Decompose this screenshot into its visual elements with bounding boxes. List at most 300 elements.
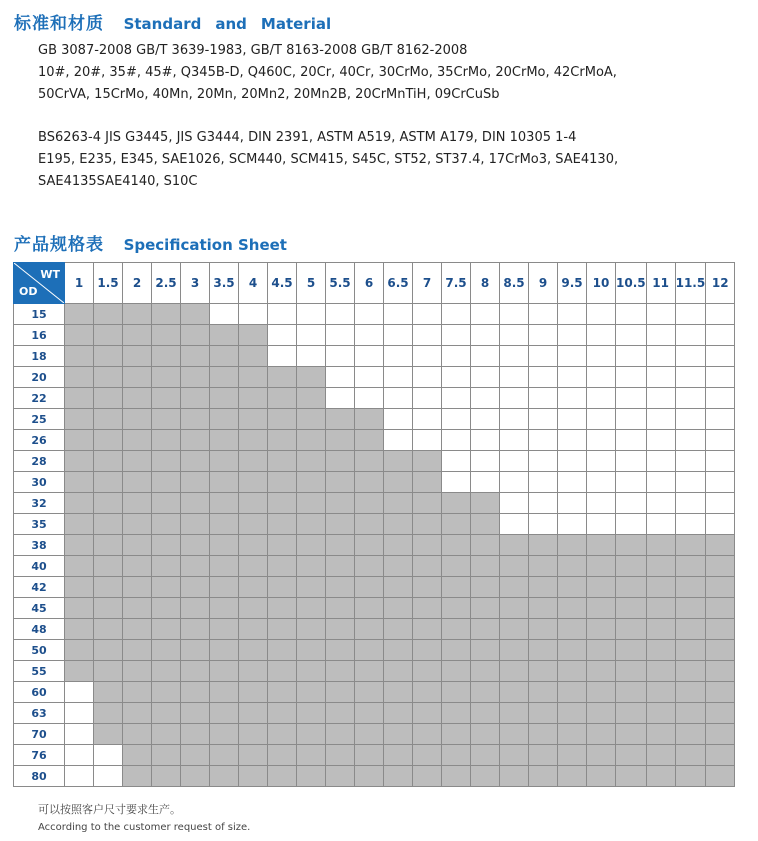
available-cell bbox=[587, 682, 616, 703]
available-cell bbox=[500, 724, 529, 745]
available-cell bbox=[152, 556, 181, 577]
available-cell bbox=[94, 451, 123, 472]
unavailable-cell bbox=[384, 346, 413, 367]
unavailable-cell bbox=[65, 703, 94, 724]
unavailable-cell bbox=[529, 304, 558, 325]
available-cell bbox=[413, 682, 442, 703]
available-cell bbox=[268, 703, 297, 724]
available-cell bbox=[210, 388, 239, 409]
available-cell bbox=[706, 619, 735, 640]
section-title-en bbox=[124, 15, 346, 33]
unavailable-cell bbox=[558, 430, 587, 451]
table-row bbox=[14, 325, 735, 346]
available-cell bbox=[558, 745, 587, 766]
available-cell bbox=[384, 535, 413, 556]
available-cell bbox=[152, 346, 181, 367]
section-heading-specification bbox=[14, 230, 287, 255]
available-cell bbox=[239, 409, 268, 430]
available-cell bbox=[239, 535, 268, 556]
available-cell bbox=[616, 724, 647, 745]
specification-table bbox=[13, 262, 735, 787]
available-cell bbox=[384, 598, 413, 619]
available-cell bbox=[181, 661, 210, 682]
available-cell bbox=[181, 682, 210, 703]
unavailable-cell bbox=[675, 388, 706, 409]
available-cell bbox=[181, 409, 210, 430]
available-cell bbox=[706, 640, 735, 661]
available-cell bbox=[94, 661, 123, 682]
available-cell bbox=[94, 703, 123, 724]
available-cell bbox=[442, 703, 471, 724]
unavailable-cell bbox=[646, 493, 675, 514]
available-cell bbox=[123, 409, 152, 430]
available-cell bbox=[706, 766, 735, 787]
available-cell bbox=[268, 640, 297, 661]
available-cell bbox=[94, 724, 123, 745]
available-cell bbox=[123, 640, 152, 661]
standards-line: BS6263-4 JIS G3445, JIS G3444, DIN 2391, ASTM A519, ASTM A179, DIN 10305 1-4 bbox=[38, 130, 577, 145]
available-cell bbox=[65, 556, 94, 577]
available-cell bbox=[210, 514, 239, 535]
unavailable-cell bbox=[500, 451, 529, 472]
unavailable-cell bbox=[616, 304, 647, 325]
available-cell bbox=[529, 661, 558, 682]
available-cell bbox=[268, 430, 297, 451]
available-cell bbox=[558, 703, 587, 724]
available-cell bbox=[384, 682, 413, 703]
available-cell bbox=[355, 640, 384, 661]
standards-line: GB 3087-2008 GB/T 3639-1983, GB/T 8163-2008 GB/T 8162-2008 bbox=[38, 43, 468, 58]
available-cell bbox=[268, 661, 297, 682]
standards-block-gb bbox=[38, 40, 617, 106]
unavailable-cell bbox=[558, 346, 587, 367]
available-cell bbox=[500, 682, 529, 703]
available-cell bbox=[413, 556, 442, 577]
available-cell bbox=[326, 451, 355, 472]
wt-header-cell: 3 bbox=[181, 263, 210, 304]
available-cell bbox=[297, 619, 326, 640]
available-cell bbox=[587, 619, 616, 640]
unavailable-cell bbox=[471, 367, 500, 388]
available-cell bbox=[587, 640, 616, 661]
available-cell bbox=[268, 619, 297, 640]
available-cell bbox=[413, 766, 442, 787]
available-cell bbox=[268, 766, 297, 787]
available-cell bbox=[558, 661, 587, 682]
available-cell bbox=[239, 724, 268, 745]
available-cell bbox=[616, 619, 647, 640]
table-row bbox=[14, 409, 735, 430]
available-cell bbox=[529, 598, 558, 619]
unavailable-cell bbox=[442, 367, 471, 388]
available-cell bbox=[239, 577, 268, 598]
available-cell bbox=[94, 409, 123, 430]
available-cell bbox=[94, 682, 123, 703]
available-cell bbox=[529, 703, 558, 724]
available-cell bbox=[152, 598, 181, 619]
available-cell bbox=[529, 724, 558, 745]
available-cell bbox=[123, 766, 152, 787]
available-cell bbox=[355, 472, 384, 493]
unavailable-cell bbox=[500, 514, 529, 535]
wt-header-cell: 7 bbox=[413, 263, 442, 304]
unavailable-cell bbox=[442, 346, 471, 367]
available-cell bbox=[413, 451, 442, 472]
available-cell bbox=[123, 346, 152, 367]
table-row bbox=[14, 451, 735, 472]
unavailable-cell bbox=[471, 304, 500, 325]
available-cell bbox=[123, 556, 152, 577]
available-cell bbox=[326, 556, 355, 577]
available-cell bbox=[268, 535, 297, 556]
od-cell: 70 bbox=[14, 724, 65, 745]
standards-block-international bbox=[38, 127, 618, 193]
unavailable-cell bbox=[384, 409, 413, 430]
available-cell bbox=[210, 661, 239, 682]
table-corner-cell bbox=[14, 263, 65, 304]
unavailable-cell bbox=[675, 346, 706, 367]
wt-header-cell: 4 bbox=[239, 263, 268, 304]
wt-header-cell: 2 bbox=[123, 263, 152, 304]
available-cell bbox=[181, 325, 210, 346]
unavailable-cell bbox=[500, 304, 529, 325]
available-cell bbox=[181, 766, 210, 787]
available-cell bbox=[65, 451, 94, 472]
available-cell bbox=[210, 577, 239, 598]
unavailable-cell bbox=[471, 388, 500, 409]
unavailable-cell bbox=[384, 325, 413, 346]
available-cell bbox=[646, 598, 675, 619]
wt-header-cell: 8.5 bbox=[500, 263, 529, 304]
od-cell: 80 bbox=[14, 766, 65, 787]
available-cell bbox=[587, 535, 616, 556]
unavailable-cell bbox=[413, 304, 442, 325]
available-cell bbox=[152, 682, 181, 703]
unavailable-cell bbox=[558, 409, 587, 430]
available-cell bbox=[500, 661, 529, 682]
available-cell bbox=[210, 409, 239, 430]
available-cell bbox=[152, 388, 181, 409]
available-cell bbox=[326, 430, 355, 451]
available-cell bbox=[616, 556, 647, 577]
available-cell bbox=[152, 472, 181, 493]
unavailable-cell bbox=[529, 388, 558, 409]
available-cell bbox=[558, 682, 587, 703]
available-cell bbox=[675, 745, 706, 766]
available-cell bbox=[239, 682, 268, 703]
unavailable-cell bbox=[558, 325, 587, 346]
available-cell bbox=[210, 598, 239, 619]
table-row bbox=[14, 556, 735, 577]
unavailable-cell bbox=[500, 409, 529, 430]
wt-header-cell: 2.5 bbox=[152, 263, 181, 304]
available-cell bbox=[558, 766, 587, 787]
od-cell: 60 bbox=[14, 682, 65, 703]
available-cell bbox=[355, 556, 384, 577]
unavailable-cell bbox=[706, 388, 735, 409]
od-cell: 30 bbox=[14, 472, 65, 493]
unavailable-cell bbox=[413, 388, 442, 409]
available-cell bbox=[355, 598, 384, 619]
available-cell bbox=[355, 745, 384, 766]
unavailable-cell bbox=[646, 388, 675, 409]
table-row bbox=[14, 577, 735, 598]
available-cell bbox=[152, 514, 181, 535]
table-row bbox=[14, 745, 735, 766]
unavailable-cell bbox=[500, 346, 529, 367]
available-cell bbox=[384, 745, 413, 766]
available-cell bbox=[616, 661, 647, 682]
wt-header-cell: 10 bbox=[587, 263, 616, 304]
available-cell bbox=[646, 535, 675, 556]
available-cell bbox=[123, 430, 152, 451]
available-cell bbox=[123, 724, 152, 745]
unavailable-cell bbox=[616, 367, 647, 388]
od-cell: 38 bbox=[14, 535, 65, 556]
unavailable-cell bbox=[297, 346, 326, 367]
unavailable-cell bbox=[675, 472, 706, 493]
available-cell bbox=[123, 619, 152, 640]
available-cell bbox=[500, 619, 529, 640]
available-cell bbox=[355, 514, 384, 535]
available-cell bbox=[239, 472, 268, 493]
available-cell bbox=[181, 598, 210, 619]
available-cell bbox=[65, 640, 94, 661]
available-cell bbox=[384, 724, 413, 745]
available-cell bbox=[706, 724, 735, 745]
wt-header-cell: 5.5 bbox=[326, 263, 355, 304]
available-cell bbox=[152, 535, 181, 556]
available-cell bbox=[442, 514, 471, 535]
available-cell bbox=[326, 514, 355, 535]
table-header-row bbox=[14, 263, 735, 304]
available-cell bbox=[471, 514, 500, 535]
unavailable-cell bbox=[442, 430, 471, 451]
section-title-cn: 产品规格表 bbox=[14, 235, 104, 255]
unavailable-cell bbox=[442, 409, 471, 430]
available-cell bbox=[500, 703, 529, 724]
available-cell bbox=[413, 472, 442, 493]
title-word: Material bbox=[260, 15, 332, 33]
available-cell bbox=[646, 745, 675, 766]
available-cell bbox=[297, 430, 326, 451]
unavailable-cell bbox=[706, 472, 735, 493]
unavailable-cell bbox=[616, 451, 647, 472]
available-cell bbox=[65, 367, 94, 388]
unavailable-cell bbox=[500, 388, 529, 409]
od-cell: 26 bbox=[14, 430, 65, 451]
unavailable-cell bbox=[384, 388, 413, 409]
available-cell bbox=[529, 766, 558, 787]
available-cell bbox=[239, 367, 268, 388]
available-cell bbox=[65, 472, 94, 493]
available-cell bbox=[123, 367, 152, 388]
unavailable-cell bbox=[529, 409, 558, 430]
unavailable-cell bbox=[529, 514, 558, 535]
available-cell bbox=[123, 682, 152, 703]
available-cell bbox=[413, 661, 442, 682]
available-cell bbox=[152, 409, 181, 430]
table-row bbox=[14, 598, 735, 619]
available-cell bbox=[152, 451, 181, 472]
available-cell bbox=[384, 766, 413, 787]
available-cell bbox=[239, 346, 268, 367]
corner-wt-label: WT bbox=[40, 268, 60, 281]
unavailable-cell bbox=[326, 388, 355, 409]
available-cell bbox=[326, 661, 355, 682]
available-cell bbox=[152, 325, 181, 346]
available-cell bbox=[413, 493, 442, 514]
unavailable-cell bbox=[558, 304, 587, 325]
title-word: and bbox=[215, 15, 247, 33]
available-cell bbox=[239, 451, 268, 472]
table-row bbox=[14, 346, 735, 367]
available-cell bbox=[355, 682, 384, 703]
unavailable-cell bbox=[268, 325, 297, 346]
available-cell bbox=[181, 367, 210, 388]
available-cell bbox=[297, 577, 326, 598]
available-cell bbox=[123, 577, 152, 598]
available-cell bbox=[239, 619, 268, 640]
available-cell bbox=[500, 640, 529, 661]
available-cell bbox=[646, 577, 675, 598]
available-cell bbox=[268, 472, 297, 493]
available-cell bbox=[123, 493, 152, 514]
unavailable-cell bbox=[268, 304, 297, 325]
available-cell bbox=[384, 703, 413, 724]
unavailable-cell bbox=[442, 325, 471, 346]
note-en: According to the customer request of size. bbox=[38, 822, 251, 833]
available-cell bbox=[646, 682, 675, 703]
unavailable-cell bbox=[587, 325, 616, 346]
available-cell bbox=[210, 493, 239, 514]
wt-header-cell: 8 bbox=[471, 263, 500, 304]
available-cell bbox=[152, 703, 181, 724]
available-cell bbox=[181, 514, 210, 535]
available-cell bbox=[558, 577, 587, 598]
available-cell bbox=[442, 724, 471, 745]
available-cell bbox=[471, 724, 500, 745]
section-title-cn: 标准和材质 bbox=[14, 14, 104, 34]
available-cell bbox=[297, 367, 326, 388]
available-cell bbox=[442, 661, 471, 682]
unavailable-cell bbox=[558, 514, 587, 535]
available-cell bbox=[181, 577, 210, 598]
available-cell bbox=[268, 682, 297, 703]
available-cell bbox=[442, 556, 471, 577]
unavailable-cell bbox=[706, 346, 735, 367]
available-cell bbox=[646, 703, 675, 724]
unavailable-cell bbox=[471, 346, 500, 367]
unavailable-cell bbox=[500, 325, 529, 346]
od-cell: 32 bbox=[14, 493, 65, 514]
wt-header-cell: 9 bbox=[529, 263, 558, 304]
unavailable-cell bbox=[268, 346, 297, 367]
available-cell bbox=[646, 661, 675, 682]
available-cell bbox=[616, 703, 647, 724]
available-cell bbox=[65, 661, 94, 682]
available-cell bbox=[326, 640, 355, 661]
available-cell bbox=[94, 619, 123, 640]
available-cell bbox=[646, 640, 675, 661]
available-cell bbox=[675, 724, 706, 745]
available-cell bbox=[123, 514, 152, 535]
available-cell bbox=[239, 703, 268, 724]
available-cell bbox=[210, 703, 239, 724]
table-body bbox=[14, 304, 735, 787]
available-cell bbox=[529, 682, 558, 703]
unavailable-cell bbox=[558, 388, 587, 409]
available-cell bbox=[65, 493, 94, 514]
available-cell bbox=[558, 598, 587, 619]
available-cell bbox=[268, 514, 297, 535]
section-title-en: Specification Sheet bbox=[123, 236, 287, 254]
unavailable-cell bbox=[529, 367, 558, 388]
available-cell bbox=[297, 514, 326, 535]
available-cell bbox=[65, 346, 94, 367]
available-cell bbox=[587, 703, 616, 724]
available-cell bbox=[706, 703, 735, 724]
available-cell bbox=[616, 682, 647, 703]
available-cell bbox=[529, 640, 558, 661]
available-cell bbox=[471, 640, 500, 661]
unavailable-cell bbox=[471, 451, 500, 472]
available-cell bbox=[94, 598, 123, 619]
available-cell bbox=[413, 535, 442, 556]
od-cell: 22 bbox=[14, 388, 65, 409]
unavailable-cell bbox=[529, 472, 558, 493]
available-cell bbox=[210, 724, 239, 745]
available-cell bbox=[123, 325, 152, 346]
od-cell: 28 bbox=[14, 451, 65, 472]
unavailable-cell bbox=[646, 346, 675, 367]
available-cell bbox=[413, 745, 442, 766]
unavailable-cell bbox=[616, 493, 647, 514]
unavailable-cell bbox=[529, 430, 558, 451]
available-cell bbox=[500, 766, 529, 787]
available-cell bbox=[558, 535, 587, 556]
available-cell bbox=[675, 766, 706, 787]
available-cell bbox=[65, 325, 94, 346]
available-cell bbox=[326, 535, 355, 556]
available-cell bbox=[65, 409, 94, 430]
available-cell bbox=[326, 409, 355, 430]
available-cell bbox=[326, 598, 355, 619]
od-cell: 15 bbox=[14, 304, 65, 325]
od-cell: 45 bbox=[14, 598, 65, 619]
available-cell bbox=[471, 766, 500, 787]
available-cell bbox=[706, 682, 735, 703]
available-cell bbox=[123, 745, 152, 766]
unavailable-cell bbox=[675, 304, 706, 325]
unavailable-cell bbox=[646, 430, 675, 451]
available-cell bbox=[326, 619, 355, 640]
available-cell bbox=[210, 430, 239, 451]
unavailable-cell bbox=[587, 409, 616, 430]
available-cell bbox=[500, 598, 529, 619]
unavailable-cell bbox=[675, 325, 706, 346]
available-cell bbox=[152, 430, 181, 451]
unavailable-cell bbox=[706, 304, 735, 325]
unavailable-cell bbox=[587, 367, 616, 388]
available-cell bbox=[384, 556, 413, 577]
available-cell bbox=[646, 619, 675, 640]
od-cell: 18 bbox=[14, 346, 65, 367]
available-cell bbox=[297, 661, 326, 682]
wt-header-cell: 5 bbox=[297, 263, 326, 304]
available-cell bbox=[239, 556, 268, 577]
available-cell bbox=[94, 640, 123, 661]
